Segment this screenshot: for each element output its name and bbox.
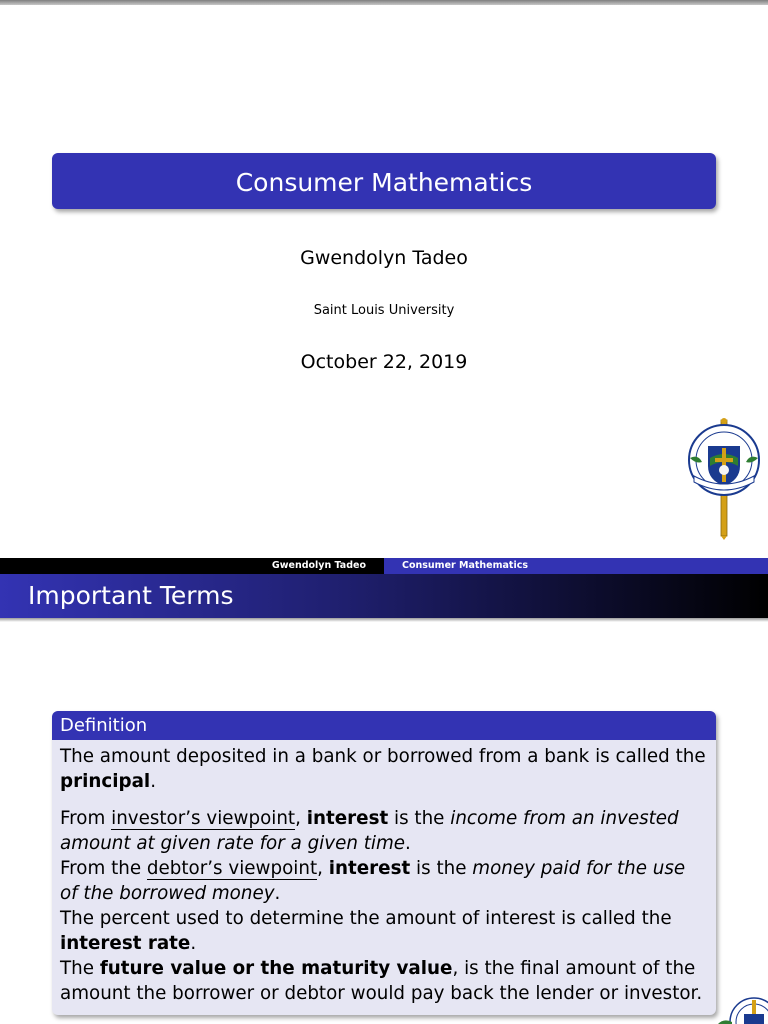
frame-title-shadow — [0, 618, 768, 622]
definition-block — [52, 711, 716, 1015]
text-span: . — [190, 933, 197, 954]
frame-title: Important Terms — [28, 581, 234, 610]
term-interest: interest — [328, 858, 411, 879]
slide-footer — [0, 558, 768, 574]
text-span: , — [317, 858, 329, 879]
term-future-value: future value or the maturity value — [99, 958, 453, 979]
presentation-title-box — [52, 153, 716, 209]
definition-heading: Definition — [52, 711, 716, 740]
term-interest: interest — [306, 808, 389, 829]
top-rule — [0, 0, 768, 5]
definition-paragraph-investor-interest — [60, 806, 708, 856]
text-span: is the — [410, 858, 473, 879]
presentation-title: Consumer Mathematics — [235, 168, 533, 197]
frame-title-bar — [0, 574, 768, 618]
underlined-investor-viewpoint: investor’s viewpoint — [111, 808, 296, 829]
italic-income-definition: income from an invested amount at given rate for a given time — [60, 808, 679, 854]
text-span: , — [295, 808, 307, 829]
footer-author: Gwendolyn Tadeo — [0, 558, 384, 574]
underlined-debtor-viewpoint: debtor’s viewpoint — [146, 858, 318, 879]
definition-paragraph-principal — [60, 744, 708, 794]
footer-title: Consumer Mathematics — [384, 558, 768, 574]
definition-paragraph-interest-rate — [60, 906, 708, 956]
text-span: , is the final amount of the amount the borrower or debtor would pay back the lender or investor. — [60, 958, 703, 1004]
definition-paragraph-debtor-interest — [60, 856, 708, 906]
saint-louis-university-seal-icon — [684, 418, 764, 540]
italic-money-paid-definition: money paid for the use of the borrowed money — [60, 858, 686, 904]
institute-name: Saint Louis University — [313, 303, 455, 318]
saint-louis-university-seal-icon — [714, 996, 768, 1024]
text-span: is the — [388, 808, 451, 829]
definition-body — [52, 740, 716, 1006]
author-name: Gwendolyn Tadeo — [300, 247, 468, 269]
text-span: From the — [60, 858, 147, 879]
text-span: . — [150, 771, 156, 792]
term-interest-rate: interest rate — [60, 933, 191, 954]
text-span: The amount deposited in a bank or borrowed from a bank is called the — [60, 746, 706, 767]
text-span: The percent used to determine the amount of interest is called the — [60, 908, 672, 929]
text-span: . — [405, 833, 411, 854]
text-span: From — [60, 808, 112, 829]
definition-paragraph-future-value — [60, 956, 708, 1006]
term-principal: principal — [60, 771, 151, 792]
text-span: The — [60, 958, 100, 979]
text-span: . — [274, 883, 281, 904]
presentation-date: October 22, 2019 — [300, 351, 468, 373]
